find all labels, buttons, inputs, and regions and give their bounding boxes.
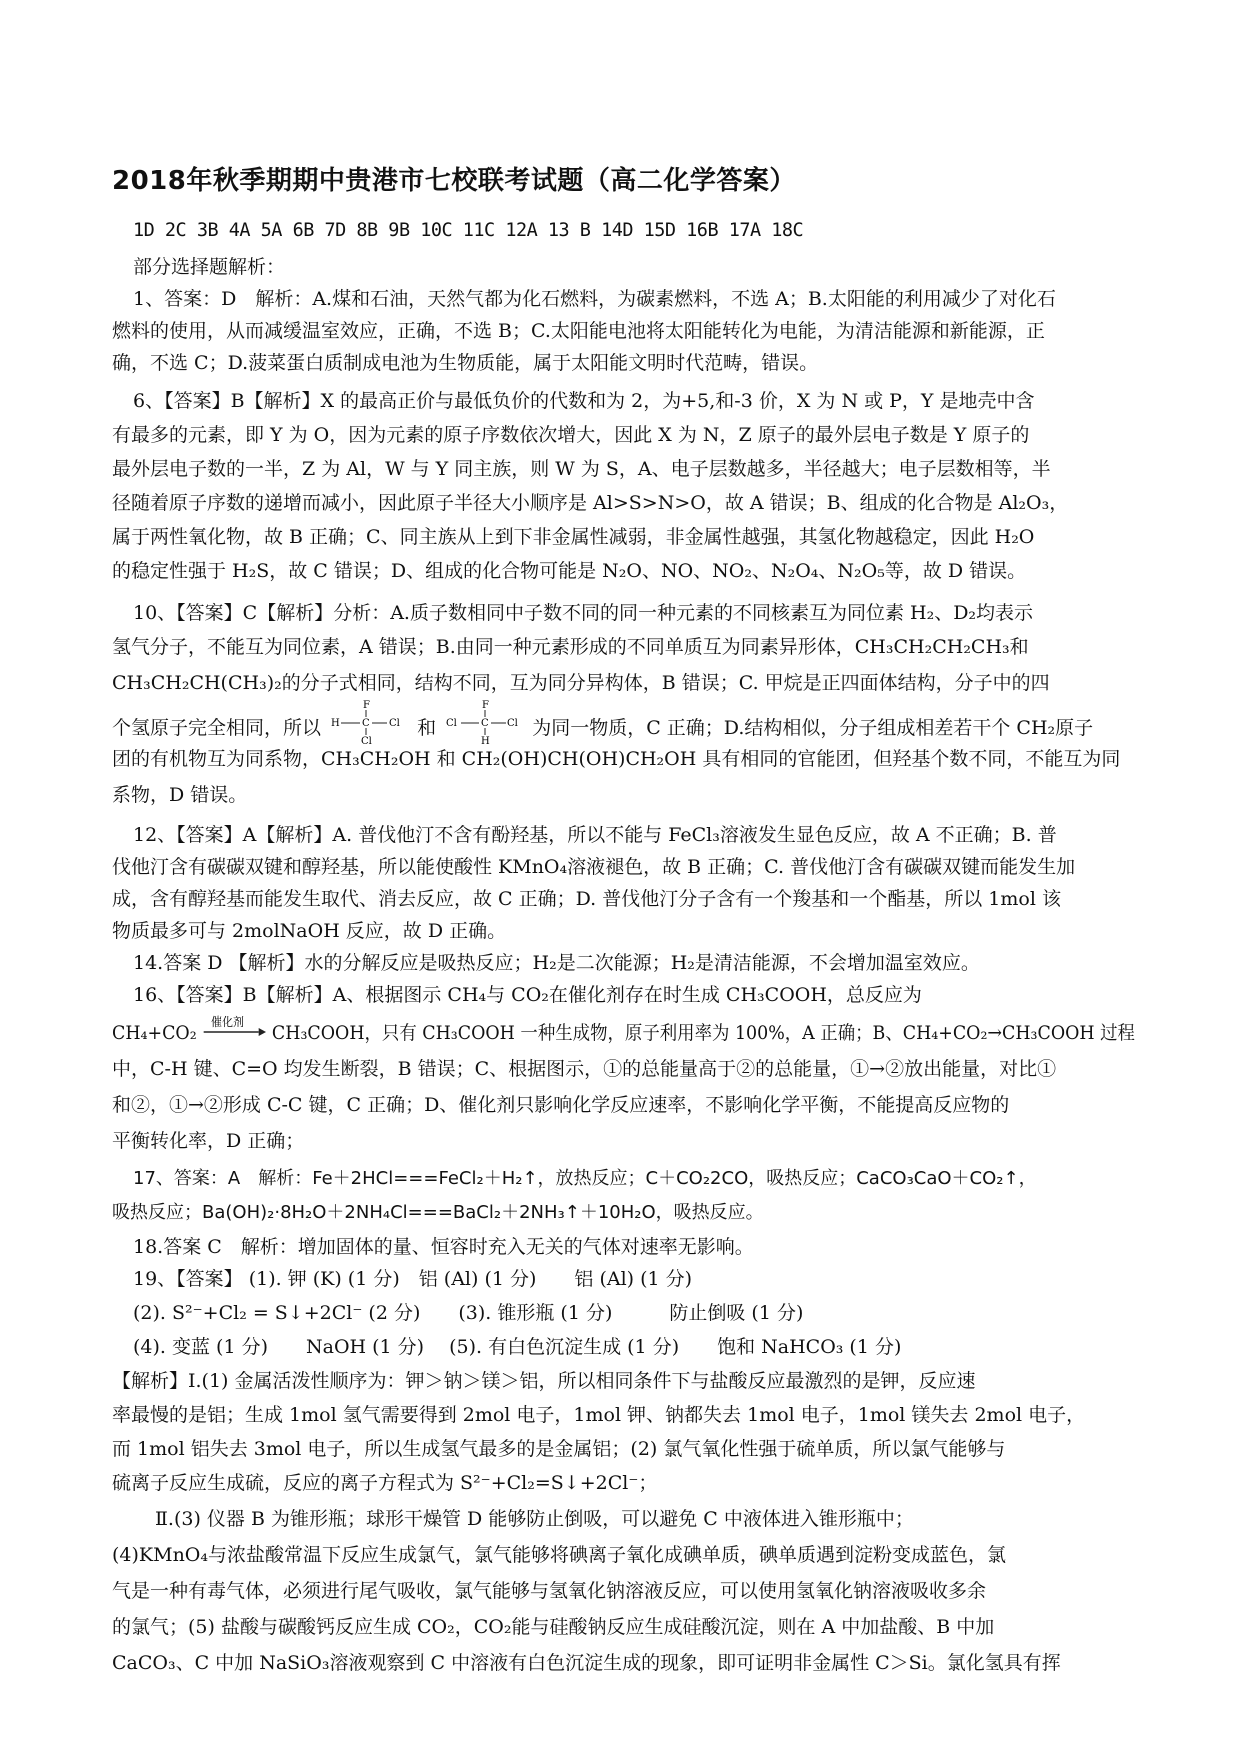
text-line: 平衡转化率，D 正确；	[112, 1130, 305, 1152]
text-line: CH₃CH₂CH(CH₃)₂的分子式相同，结构不同，互为同分异构体，B 错误；C. 甲烷是正四面体结构，分子中的四	[112, 672, 1050, 694]
text-segment: CH₄+CO₂	[112, 1022, 197, 1044]
text-line: 【解析】I.(1) 金属活泼性顺序为：钾＞钠＞镁＞铝，所以相同条件下与盐酸反应最激烈的是钾，反应速	[112, 1370, 976, 1392]
text-line: CaCO₃、C 中加 NaSiO₃溶液观察到 C 中溶液有白色沉淀生成的现象，即可证明非金属性 C＞Si。氯化氢具有挥	[112, 1652, 1061, 1674]
atom-label: Cl	[507, 718, 519, 729]
text-line: 的氯气；(5) 盐酸与碳酸钙反应生成 CO₂，CO₂能与硅酸钠反应生成硅酸沉淀，则在 A 中加盐酸、B 中加	[112, 1616, 995, 1638]
text-line: (4)KMnO₄与浓盐酸常温下反应生成氯气，氯气能够将碘离子氧化成碘单质，碘单质遇到淀粉变成蓝色，氯	[112, 1544, 1006, 1566]
section-label: 部分选择题解析：	[133, 256, 286, 278]
structural-formula-2	[444, 698, 524, 746]
text-line: 吸热反应；Ba(OH)₂·8H₂O＋2NH₄Cl===BaCl₂＋2NH₃↑＋10H₂O，吸热反应。	[112, 1202, 764, 1223]
text-line: 气是一种有毒气体，必须进行尾气吸收，氯气能够与氢氧化钠溶液反应，可以使用氢氧化钠溶液吸收多余	[112, 1580, 987, 1602]
text-line: 燃料的使用，从而减缓温室效应，正确，不选 B；C.太阳能电池将太阳能转化为电能，为清洁能源和新能源，正	[112, 320, 1045, 342]
q18-explanation: 18.答案 C 解析：增加固体的量、恒容时充入无关的气体对速率无影响。	[133, 1236, 754, 1258]
text-line: (4). 变蓝 (1 分) NaOH (1 分) (5). 有白色沉淀生成 (1 分) 饱和 NaHCO₃ (1 分)	[133, 1336, 902, 1358]
atom-label: H	[481, 736, 490, 746]
text-line: 团的有机物互为同系物，CH₃CH₂OH 和 CH₂(OH)CH(OH)CH₂OH 具有相同的官能团，但羟基个数不同，不能互为同	[112, 748, 1121, 770]
catalyst-label: 催化剂	[211, 1014, 245, 1030]
answer-key-line: 1D 2C 3B 4A 5A 6B 7D 8B 9B 10C 11C 12A 13 B 14D 15D 16B 17A 18C	[133, 220, 804, 241]
text-line: 物质最多可与 2molNaOH 反应，故 D 正确。	[112, 920, 507, 942]
text-line: 而 1mol 铝失去 3mol 电子，所以生成氢气最多的是金属铝；(2) 氯气氧化性强于硫单质，所以氯气能够与	[112, 1438, 1006, 1460]
atom-label: Cl	[446, 718, 458, 729]
text-segment: 和	[417, 717, 437, 739]
page-title: 2018年秋季期期中贵港市七校联考试题（高二化学答案）	[112, 166, 796, 196]
text-line: 率最慢的是铝；生成 1mol 氢气需要得到 2mol 电子，1mol 钾、钠都失去 1mol 电子，1mol 镁失去 2mol 电子，	[112, 1404, 1086, 1426]
text-line: 16、【答案】B【解析】A、根据图示 CH₄与 CO₂在催化剂存在时生成 CH₃COOH，总反应为	[133, 984, 922, 1006]
q14-explanation: 14.答案 D 【解析】水的分解反应是吸热反应；H₂是二次能源；H₂是清洁能源，不会增加温室效应。	[133, 952, 980, 974]
text-line: 系物，D 错误。	[112, 784, 248, 806]
text-line: (2). S²⁻+Cl₂ = S↓+2Cl⁻ (2 分) (3). 锥形瓶 (1 分) 防止倒吸 (1 分)	[133, 1302, 804, 1324]
text-line: 中，C-H 键、C=O 均发生断裂，B 错误；C、根据图示，①的总能量高于②的总能量，①→②放出能量，对比①	[112, 1058, 1057, 1080]
atom-label: Cl	[389, 718, 400, 729]
text-line: 成，含有醇羟基而能发生取代、消去反应，故 C 正确；D. 普伐他汀分子含有一个羧基和一个酯基，所以 1mol 该	[112, 888, 1061, 910]
text-line: Ⅱ.(3) 仪器 B 为锥形瓶；球形干燥管 D 能够防止倒吸，可以避免 C 中液体进入锥形瓶中；	[155, 1508, 914, 1530]
structural-formula-1	[329, 698, 409, 746]
text-segment: 个氢原子完全相同，所以	[112, 717, 322, 739]
atom-label: H	[331, 718, 340, 729]
text-line: 1、答案：D 解析：A.煤和石油，天然气都为化石燃料，为碳素燃料，不选 A；B.太阳能的利用减少了对化石	[133, 288, 1056, 310]
text-line: 有最多的元素，即 Y 为 O，因为元素的原子序数依次增大，因此 X 为 N，Z 原子的最外层电子数是 Y 原子的	[112, 424, 1030, 446]
text-line: 12、【答案】A【解析】A. 普伐他汀不含有酚羟基，所以不能与 FeCl₃溶液发生显色反应，故 A 不正确；B. 普	[133, 824, 1057, 846]
text-line: 径随着原子序数的递增而减小，因此原子半径大小顺序是 Al>S>N>O，故 A 错误；B、组成的化合物是 Al₂O₃，	[112, 492, 1069, 514]
atom-label: C	[362, 718, 370, 729]
text-line-with-arrow	[112, 1014, 1135, 1044]
text-line: 属于两性氧化物，故 B 正确；C、同主族从上到下非金属性减弱，非金属性越强，其氢化物越稳定，因此 H₂O	[112, 526, 1035, 548]
atom-label: F	[482, 700, 490, 711]
text-line: 的稳定性强于 H₂S，故 C 错误；D、组成的化合物可能是 N₂O、NO、NO₂、N₂O₄、N₂O₅等，故 D 错误。	[112, 560, 1027, 582]
atom-label: F	[363, 700, 371, 711]
catalyst-arrow-icon	[202, 1014, 266, 1044]
text-line: 6、【答案】B【解析】X 的最高正价与最低负价的代数和为 2，为+5,和-3 价，X 为 N 或 P，Y 是地壳中含	[133, 390, 1035, 412]
text-line: 19、【答案】 (1). 钾 (K) (1 分) 铝 (Al) (1 分) 铝 (Al) (1 分)	[133, 1268, 693, 1290]
text-line: 氢气分子，不能互为同位素，A 错误；B.由同一种元素形成的不同单质互为同素异形体，CH₃CH₂CH₂CH₃和	[112, 636, 1029, 658]
text-line: 伐他汀含有碳碳双键和醇羟基，所以能使酸性 KMnO₄溶液褪色，故 B 正确；C. 普伐他汀含有碳碳双键而能发生加	[112, 856, 1076, 878]
text-segment: CH₃COOH，只有 CH₃COOH 一种生成物，原子利用率为 100%，A 正确；B、CH₄+CO₂→CH₃COOH 过程	[271, 1022, 1135, 1044]
text-line: 确，不选 C；D.菠菜蛋白质制成电池为生物质能，属于太阳能文明时代范畴，错误。	[112, 352, 819, 374]
atom-label: Cl	[361, 736, 372, 746]
text-line: 硫离子反应生成硫，反应的离子方程式为 S²⁻+Cl₂=S↓+2Cl⁻；	[112, 1472, 658, 1494]
text-line: 10、【答案】C【解析】分析：A.质子数相同中子数不同的同一种元素的不同核素互为同位素 H₂、D₂均表示	[133, 602, 1034, 624]
text-line: 17、答案：A 解析：Fe＋2HCl===FeCl₂＋H₂↑，放热反应；C＋CO₂2CO，吸热反应；CaCO₃CaO＋CO₂↑，	[133, 1168, 1037, 1189]
text-line-with-structures	[112, 700, 1094, 746]
text-line: 和②，①→②形成 C-C 键，C 正确；D、催化剂只影响化学反应速率，不影响化学平衡，不能提高反应物的	[112, 1094, 1010, 1116]
atom-label: C	[481, 718, 489, 729]
text-segment: 为同一物质，C 正确；D.结构相似，分子组成相差若干个 CH₂原子	[532, 717, 1094, 739]
text-line: 最外层电子数的一半，Z 为 Al，W 与 Y 同主族，则 W 为 S，A、电子层数越多，半径越大；电子层数相等，半	[112, 458, 1051, 480]
